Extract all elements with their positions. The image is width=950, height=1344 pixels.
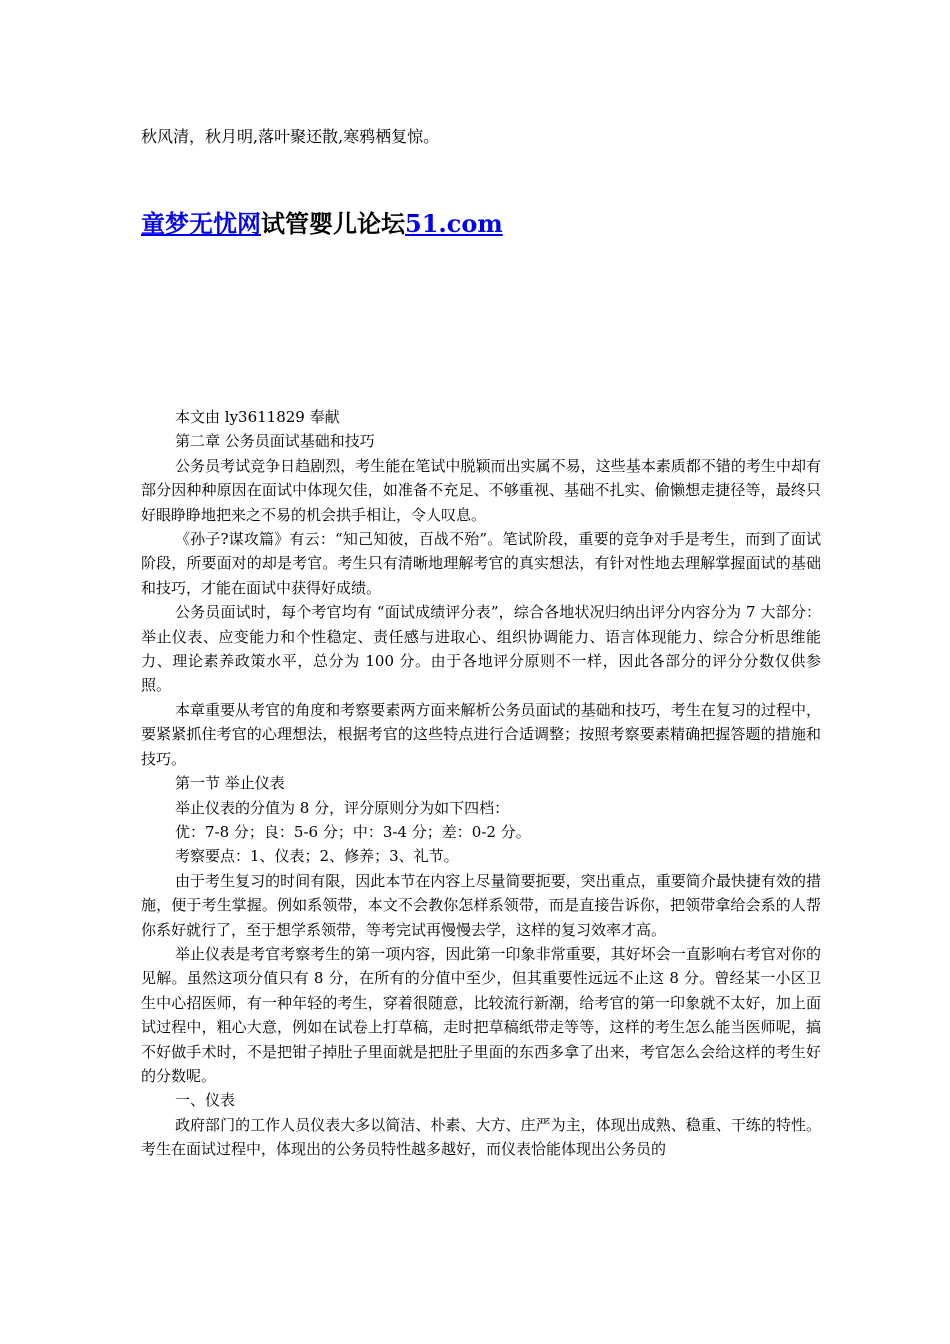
site-link-tongmeng[interactable]: 童梦无忧网 bbox=[141, 209, 261, 238]
paragraph: 政府部门的工作人员仪表大多以简洁、朴素、大方、庄严为主，体现出成熟、稳重、干练的特性。考生在面试过程中，体现出的公务员特性越多越好，而仪表恰能体现出公务员的 bbox=[141, 1115, 821, 1159]
site-banner bbox=[141, 206, 503, 242]
paragraph: 考察要点：1、仪表；2、修养；3、礼节。 bbox=[175, 847, 459, 866]
chapter-heading: 第二章 公务员面试基础和技巧 bbox=[175, 432, 375, 451]
paragraph: 《孙子?谋攻篇》有云：“知己知彼，百战不殆”。笔试阶段，重要的竞争对手是考生，而到了面试阶段，所要面对的却是考官。考生只有清晰地理解考官的真实想法，有针对性地去理解掌握面试的基础和技巧，才能在面试中获得好成绩。 bbox=[141, 530, 821, 597]
paragraph: 由于考生复习的时间有限，因此本节在内容上尽量简要扼要，突出重点，重要简介最快捷有效的措施，便于考生掌握。例如系领带，本文不会教你怎样系领带，而是直接告诉你，把领带拿给会系的人帮你系好就行了，至于想学系领带，等考完试再慢慢去学，这样的复习效率才高。 bbox=[141, 871, 821, 939]
contributor-line: 本文由 ly3611829 奉献 bbox=[175, 408, 340, 426]
section-heading: 第一节 举止仪表 bbox=[175, 774, 285, 793]
site-link-51com[interactable]: 51.com bbox=[405, 209, 503, 238]
paragraph: 举止仪表是考官考察考生的第一项内容，因此第一印象非常重要，其好坏会一直影响右考官对你的见解。虽然这项分值只有 8 分，在所有的分值中至少，但其重要性远远不止这 8 分。曾经某一小区卫生中心招医师，有一种年轻的考生，穿着很随意，比较流行新潮，给考官的第一印象就不太好，加上面试过程中，粗心大意，例如在试卷上打草稿，走时把草稿纸带走等等，这样的考生怎么能当医师呢，搞不好做手术时，不是把钳子掉肚子里面就是把肚子里面的东西多拿了出来，考官怎么会给这样的考生好的分数呢。 bbox=[141, 944, 821, 1085]
subsection-heading: 一、仪表 bbox=[175, 1091, 236, 1110]
paragraph: 举止仪表的分值为 8 分，评分原则分为如下四档： bbox=[175, 798, 510, 817]
article-body bbox=[141, 405, 821, 1162]
paragraph: 公务员考试竞争日趋剧烈，考生能在笔试中脱颖而出实属不易，这些基本素质都不错的考生中却有部分因种种原因在面试中体现欠佳，如准备不充足、不够重视、基础不扎实、偷懒想走捷径等，最终只好眼睁睁地把来之不易的机会拱手相让，令人叹息。 bbox=[141, 456, 821, 524]
banner-text: 试管婴儿论坛 bbox=[261, 209, 405, 238]
paragraph: 本章重要从考官的角度和考察要素两方面来解析公务员面试的基础和技巧，考生在复习的过程中，要紧紧抓住考官的心理想法，根据考官的这些特点进行合适调整；按照考察要素精确把握答题的措施和技巧。 bbox=[141, 700, 821, 768]
poem-line: 秋风清，秋月明,落叶聚还散,寒鸦栖复惊。 bbox=[141, 127, 440, 146]
paragraph: 公务员面试时，每个考官均有 “面试成绩评分表”，综合各地状况归纳出评分内容分为 7 大部分：举止仪表、应变能力和个性稳定、责任感与进取心、组织协调能力、语言体现能力、综合分析思维能力、理论素养政策水平，总分为 100 分。由于各地评分原则不一样，因此各部分的评分分数仅供参照。 bbox=[141, 603, 821, 695]
paragraph: 优：7-8 分；良：5-6 分；中：3-4 分；差：0-2 分。 bbox=[175, 822, 531, 841]
